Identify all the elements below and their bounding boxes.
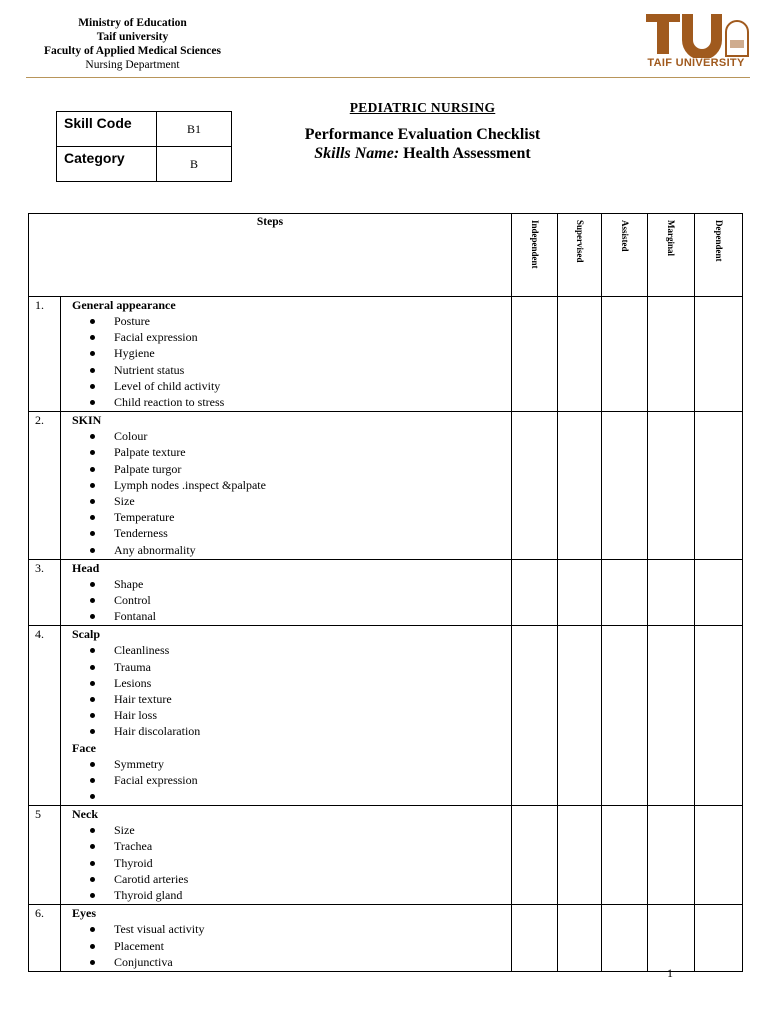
rating-cell[interactable]: [512, 559, 558, 626]
checklist-title: Performance Evaluation Checklist: [304, 126, 541, 143]
rating-cell[interactable]: [648, 905, 695, 972]
rating-cell[interactable]: [512, 626, 558, 806]
step-content: [61, 412, 512, 560]
rating-cell[interactable]: [558, 806, 602, 905]
level-header-supervised: [558, 214, 602, 297]
list-item: Nutrient status: [72, 362, 511, 378]
department-line: Nursing Department: [85, 59, 180, 71]
step-number: 1.: [29, 297, 61, 412]
list-item: Test visual activity: [72, 921, 511, 937]
list-item: Hair texture: [72, 691, 511, 707]
table-row: [29, 412, 743, 560]
list-item: Symmetry: [72, 756, 511, 772]
list-item: Placement: [72, 938, 511, 954]
rating-cell[interactable]: [695, 806, 743, 905]
step-category: SKIN: [72, 413, 102, 428]
rating-cell[interactable]: [648, 559, 695, 626]
step-number: 2.: [29, 412, 61, 560]
level-label: Assisted: [619, 220, 630, 252]
checklist-body: [29, 297, 743, 972]
step-category: Neck: [72, 807, 98, 822]
list-item: Lymph nodes .inspect &palpate: [72, 477, 511, 493]
list-item: Tenderness: [72, 525, 511, 541]
page-number: 1: [667, 966, 673, 980]
skill-code-value: B1: [157, 112, 232, 147]
list-item: Fontanal: [72, 608, 511, 624]
list-item: Hair discolaration: [72, 723, 511, 739]
rating-cell[interactable]: [558, 905, 602, 972]
rating-cell[interactable]: [602, 626, 648, 806]
table-row: [29, 905, 743, 972]
faculty-line: Faculty of Applied Medical Sciences: [44, 45, 221, 57]
list-item: Palpate texture: [72, 444, 511, 460]
step-category: Head: [72, 560, 100, 575]
rating-cell[interactable]: [648, 297, 695, 412]
table-row: [29, 626, 743, 806]
steps-header: Steps: [29, 214, 512, 297]
logo-name: TAIF UNIVERSITY: [647, 57, 745, 69]
list-item: Lesions: [72, 675, 511, 691]
rating-cell[interactable]: [602, 412, 648, 560]
level-header-marginal: [648, 214, 695, 297]
list-item: Facial expression: [72, 772, 511, 788]
skill-code-label: Skill Code: [57, 112, 157, 147]
skills-name-value: Health Assessment: [403, 145, 531, 162]
list-item: Trachea: [72, 838, 511, 854]
step-content: [61, 297, 512, 412]
table-row: [29, 559, 743, 626]
list-item: Posture: [72, 313, 511, 329]
rating-cell[interactable]: [558, 412, 602, 560]
course-title: PEDIATRIC NURSING: [349, 100, 496, 115]
step-category: Eyes: [72, 906, 96, 921]
list-item: Conjunctiva: [72, 954, 511, 970]
list-item: Level of child activity: [72, 378, 511, 394]
step-content: [61, 806, 512, 905]
institution-header: [30, 16, 235, 72]
rating-cell[interactable]: [558, 559, 602, 626]
list-item: Hygiene: [72, 345, 511, 361]
university-line: Taif university: [96, 31, 169, 43]
step-content: [61, 626, 512, 806]
rating-cell[interactable]: [602, 297, 648, 412]
list-item: Temperature: [72, 509, 511, 525]
step-item-list: [72, 642, 511, 739]
level-header-assisted: [602, 214, 648, 297]
step-category: Face: [72, 740, 96, 755]
rating-cell[interactable]: [695, 905, 743, 972]
level-label: Marginal: [666, 220, 677, 256]
list-item: Facial expression: [72, 329, 511, 345]
step-number: 3.: [29, 559, 61, 626]
rating-cell[interactable]: [558, 297, 602, 412]
step-item-list: [72, 921, 511, 970]
step-number: 6.: [29, 905, 61, 972]
list-item: Thyroid: [72, 855, 511, 871]
skill-info-table: [56, 111, 232, 182]
level-header-dependent: [695, 214, 743, 297]
step-category: Scalp: [72, 627, 101, 642]
list-item: Trauma: [72, 659, 511, 675]
taif-university-logo: [642, 12, 750, 70]
level-header-independent: [512, 214, 558, 297]
step-item-list: [72, 756, 511, 805]
rating-cell[interactable]: [602, 806, 648, 905]
rating-cell[interactable]: [648, 806, 695, 905]
list-item: [72, 788, 511, 804]
level-label: Supervised: [574, 220, 585, 263]
list-item: Size: [72, 822, 511, 838]
list-item: Hair loss: [72, 707, 511, 723]
step-category: General appearance: [72, 298, 176, 312]
category-value: B: [157, 147, 232, 182]
step-item-list: [72, 313, 511, 410]
list-item: Shape: [72, 576, 511, 592]
step-content: [61, 905, 512, 972]
skills-name-line: [250, 145, 595, 163]
level-label: Dependent: [713, 220, 724, 262]
checklist-header-row: [29, 214, 743, 297]
header-divider: [26, 77, 750, 78]
step-number: 4.: [29, 626, 61, 806]
step-content: [61, 559, 512, 626]
table-row: [29, 297, 743, 412]
list-item: Thyroid gland: [72, 887, 511, 903]
step-item-list: [72, 576, 511, 625]
evaluation-checklist-table: [28, 213, 743, 972]
level-label: Independent: [529, 220, 540, 269]
step-item-list: [72, 428, 511, 558]
rating-cell[interactable]: [695, 559, 743, 626]
list-item: Size: [72, 493, 511, 509]
rating-cell[interactable]: [602, 559, 648, 626]
list-item: Carotid arteries: [72, 871, 511, 887]
rating-cell[interactable]: [512, 297, 558, 412]
rating-cell[interactable]: [512, 806, 558, 905]
list-item: Child reaction to stress: [72, 394, 511, 410]
list-item: Cleanliness: [72, 642, 511, 658]
step-item-list: [72, 822, 511, 903]
rating-cell[interactable]: [512, 412, 558, 560]
rating-cell[interactable]: [602, 905, 648, 972]
list-item: Any abnormality: [72, 542, 511, 558]
list-item: Control: [72, 592, 511, 608]
document-titles: [250, 100, 595, 163]
list-item: Palpate turgor: [72, 461, 511, 477]
rating-cell[interactable]: [648, 412, 695, 560]
rating-cell[interactable]: [512, 905, 558, 972]
rating-cell[interactable]: [695, 626, 743, 806]
list-item: Colour: [72, 428, 511, 444]
step-number: 5: [29, 806, 61, 905]
rating-cell[interactable]: [648, 626, 695, 806]
table-row: [29, 806, 743, 905]
skills-name-label: Skills Name:: [314, 145, 400, 162]
tu-logo-icon: [642, 12, 750, 58]
category-label: Category: [57, 147, 157, 182]
rating-cell[interactable]: [695, 412, 743, 560]
rating-cell[interactable]: [558, 626, 602, 806]
rating-cell[interactable]: [695, 297, 743, 412]
ministry-line: Ministry of Education: [78, 17, 187, 29]
